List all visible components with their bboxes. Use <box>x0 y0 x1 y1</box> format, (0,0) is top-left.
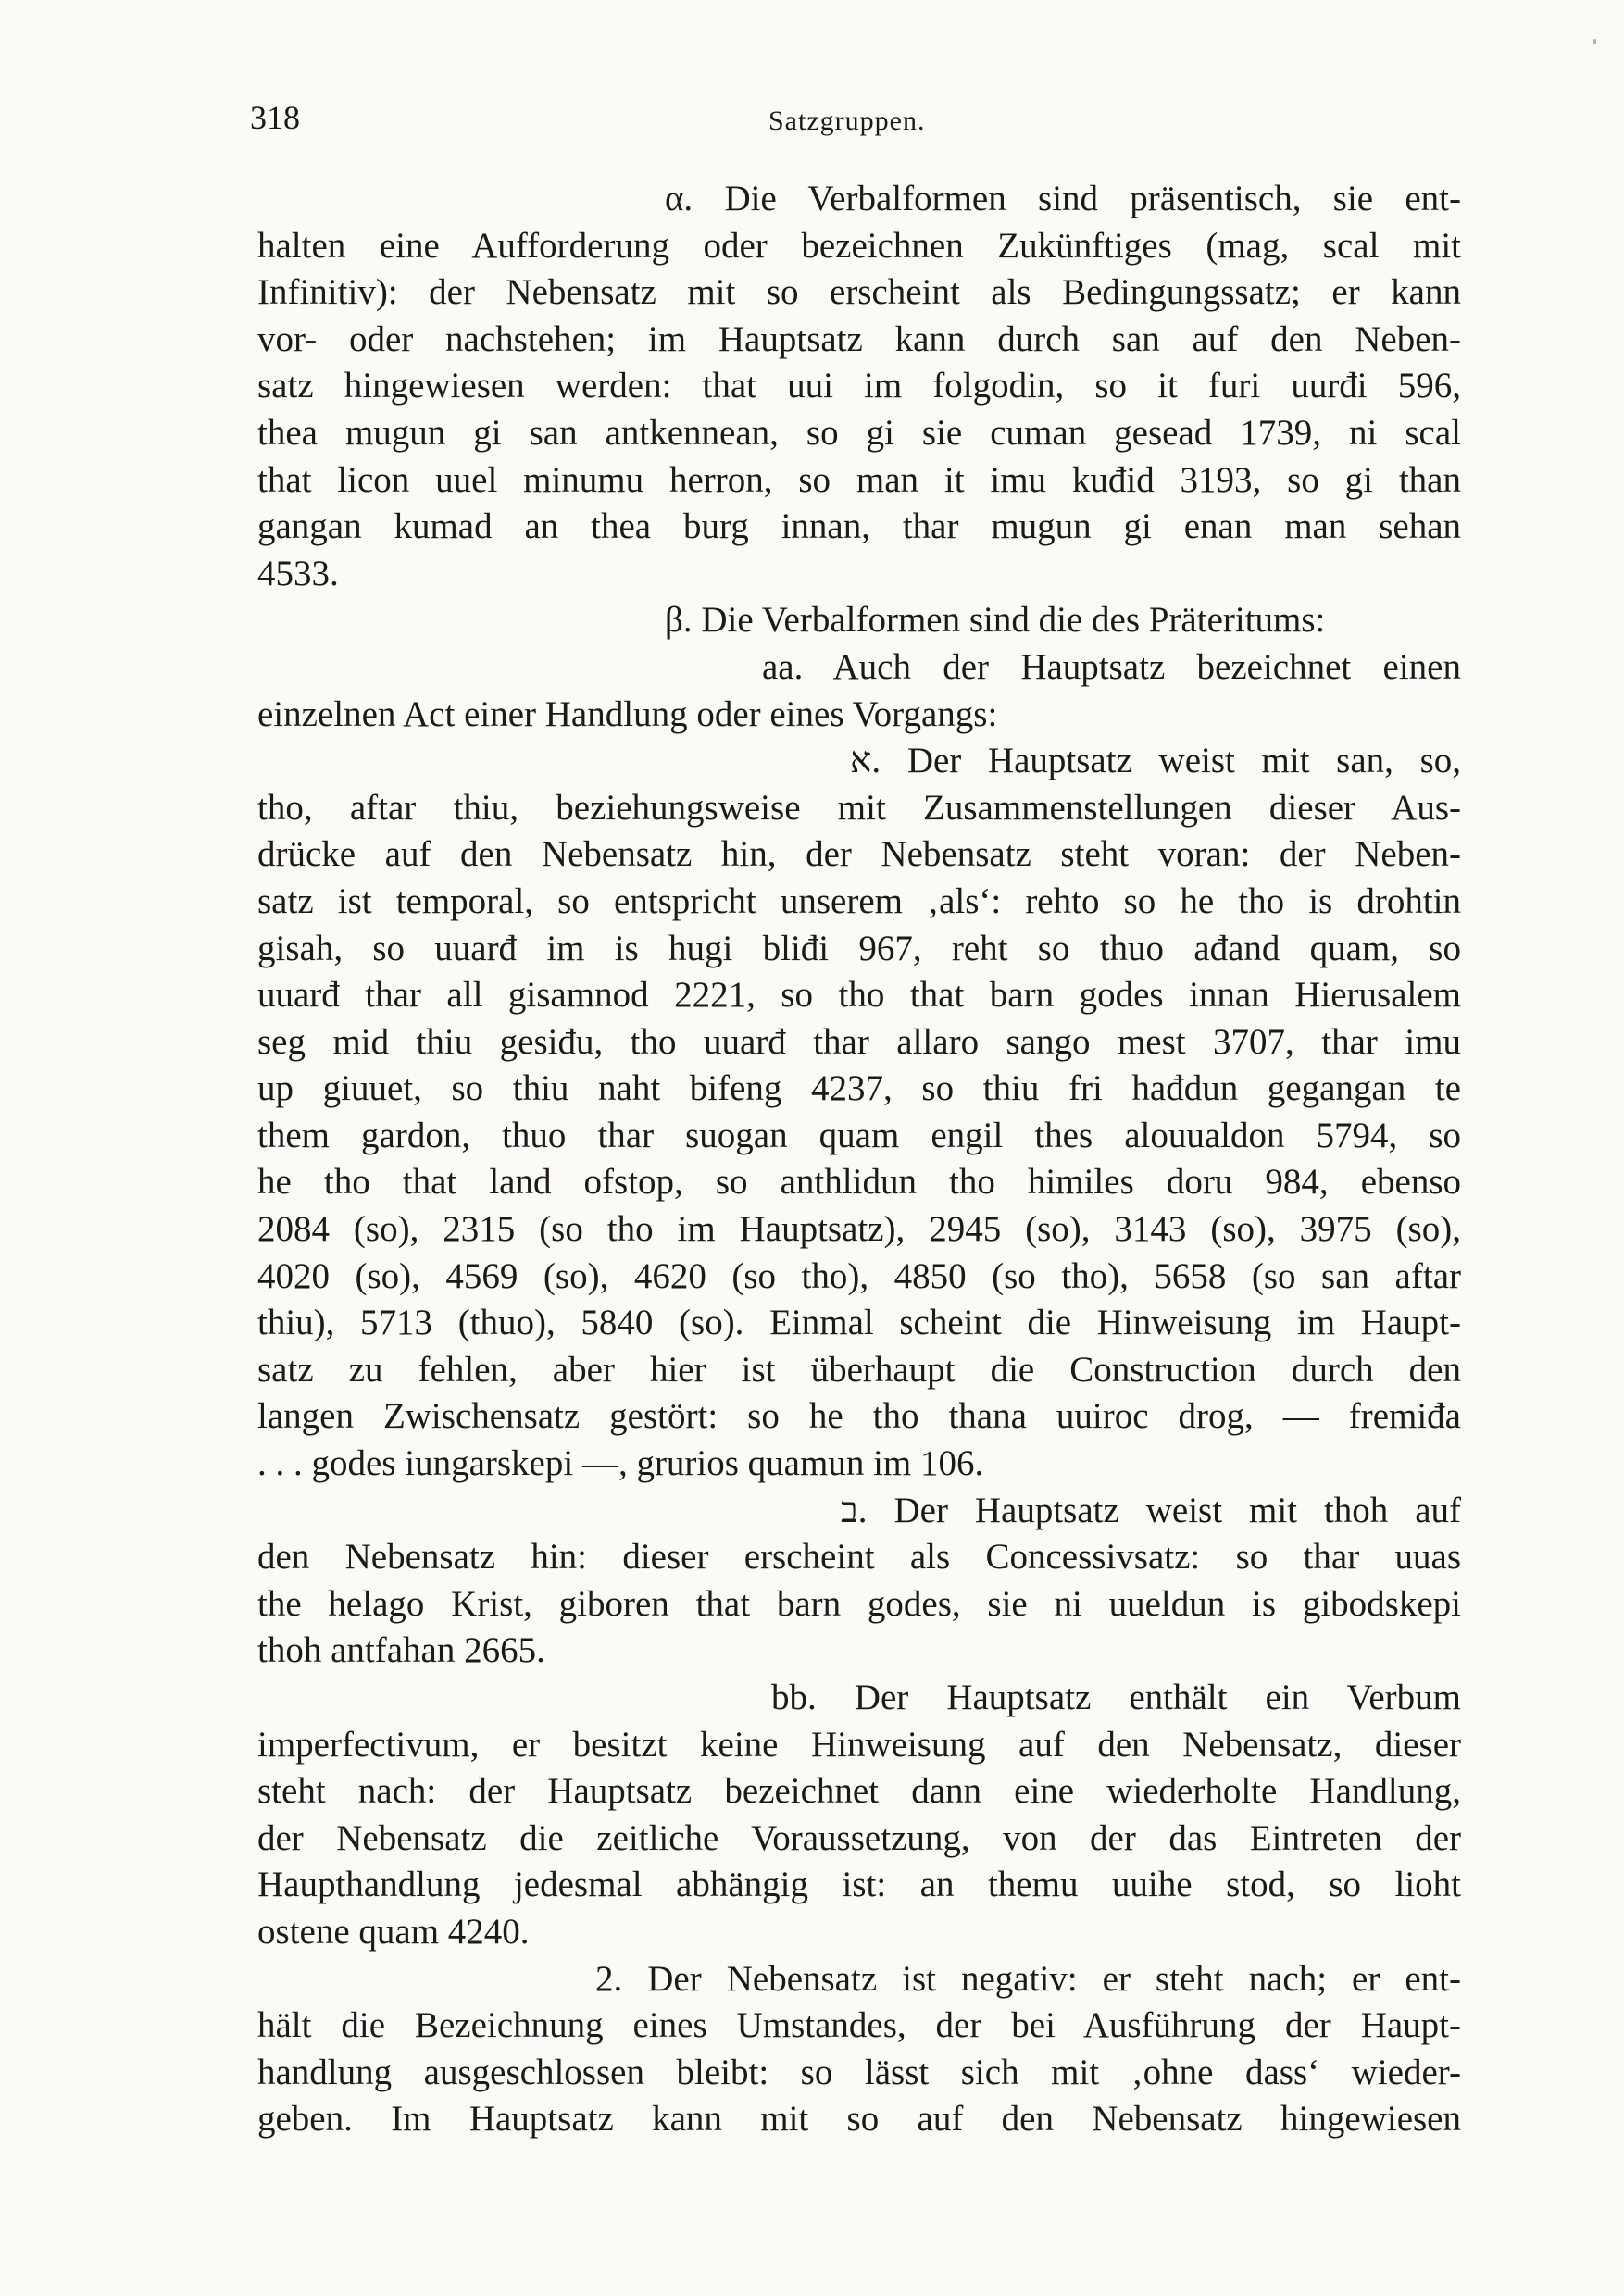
text-line: einzelnen Act einer Handlung oder eines Vorgangs: <box>257 693 998 734</box>
body-text <box>257 176 1461 2143</box>
text-line: he tho that land ofstop, so anthlidun tho himiles doru 984, ebenso <box>257 1162 1461 1203</box>
text-line: gangan kumad an thea burg innan, thar mugun gi enan man sehan <box>257 506 1461 547</box>
page-number: 318 <box>250 99 300 136</box>
text-line: satz ist temporal, so entspricht unserem ‚als‘: rehto so he tho is drohtin <box>257 880 1461 921</box>
text-line: aa. Auch der Hauptsatz bezeichnet einen <box>762 646 1461 687</box>
text-line: Infinitiv): der Nebensatz mit so erscheint als Bedingungssatz; er kann <box>257 272 1461 313</box>
text-line: 2084 (so), 2315 (so tho im Hauptsatz), 2945 (so), 3143 (so), 3975 (so), <box>257 1209 1461 1250</box>
text-line: thoh antfahan 2665. <box>257 1630 545 1671</box>
text-line: 4020 (so), 4569 (so), 4620 (so tho), 4850 (so tho), 5658 (so san aftar <box>257 1255 1461 1296</box>
text-line: tho, aftar thiu, beziehungsweise mit Zusammenstellungen dieser Aus- <box>257 787 1461 828</box>
text-line: them gardon, thuo thar suogan quam engil thes alouualdon 5794, so <box>257 1115 1461 1155</box>
text-line: seg mid thiu gesiđu, tho uuarđ thar allaro sango mest 3707, thar imu <box>257 1021 1461 1062</box>
text-line: up giuuet, so thiu naht bifeng 4237, so thiu fri hađdun gegangan te <box>257 1068 1461 1109</box>
text-line: . . . godes iungarskepi —, grurios quamun im 106. <box>257 1443 984 1484</box>
text-line: bb. Der Hauptsatz enthält ein Verbum <box>771 1678 1461 1717</box>
text-line: that licon uuel minumu herron, so man it imu kuđid 3193, so gi than <box>257 459 1461 500</box>
text-line: ostene quam 4240. <box>257 1911 530 1952</box>
text-line: 2. Der Nebensatz ist negativ: er steht nach; er ent- <box>595 1958 1461 1999</box>
text-line: langen Zwischensatz gestört: so he tho thana uuiroc drog, — fremiđa <box>257 1396 1461 1437</box>
text-line: drücke auf den Nebensatz hin, der Nebensatz steht voran: der Neben- <box>257 834 1461 875</box>
text-line: 4533. <box>257 553 339 593</box>
text-line: א. Der Hauptsatz weist mit san, so, <box>850 741 1461 781</box>
text-line: der Nebensatz die zeitliche Voraussetzung, von der das Eintreten der <box>257 1817 1461 1858</box>
text-line: satz hingewiesen werden: that uui im folgodin, so it furi uurđi 596, <box>257 366 1461 406</box>
text-line: vor- oder nachstehen; im Hauptsatz kann durch san auf den Neben- <box>257 318 1461 359</box>
text-line: satz zu fehlen, aber hier ist überhaupt die Construction durch den <box>257 1349 1461 1390</box>
text-line: thiu), 5713 (thuo), 5840 (so). Einmal scheint die Hinweisung im Haupt- <box>257 1303 1461 1343</box>
text-line: imperfectivum, er besitzt keine Hinweisung auf den Nebensatz, dieser <box>257 1724 1461 1765</box>
text-line: uuarđ thar all gisamnod 2221, so tho that barn godes innan Hierusalem <box>257 975 1461 1016</box>
text-line: α. Die Verbalformen sind präsentisch, sie ent- <box>665 179 1461 218</box>
text-line: den Nebensatz hin: dieser erscheint als Concessivsatz: so thar uuas <box>257 1537 1461 1578</box>
text-line: thea mugun gi san antkennean, so gi sie cuman gesead 1739, ni scal <box>257 412 1461 453</box>
paper-speck <box>1593 39 1596 44</box>
text-line: geben. Im Hauptsatz kann mit so auf den Nebensatz hingewiesen <box>257 2099 1461 2140</box>
text-line: steht nach: der Hauptsatz bezeichnet dann eine wiederholte Handlung, <box>257 1771 1461 1812</box>
text-line: ב. Der Hauptsatz weist mit thoh auf <box>841 1490 1461 1530</box>
text-line: hält die Bezeichnung eines Umstandes, der bei Ausführung der Haupt- <box>257 2005 1461 2046</box>
text-line: gisah, so uuarđ im is hugi bliđi 967, reht so thuo ađand quam, so <box>257 928 1461 968</box>
running-title: Satzgruppen. <box>768 106 926 136</box>
text-line: halten eine Aufforderung oder bezeichnen Zukünftiges (mag, scal mit <box>257 225 1461 266</box>
text-line: Haupthandlung jedesmal abhängig ist: an themu uuihe stod, so lioht <box>257 1865 1461 1905</box>
page-header <box>250 93 1454 148</box>
text-line: handlung ausgeschlossen bleibt: so lässt sich mit ‚ohne dass‘ wieder- <box>257 2052 1461 2092</box>
text-line: the helago Krist, giboren that barn godes, sie ni uueldun is gibodskepi <box>257 1583 1461 1624</box>
text-line: β. Die Verbalformen sind die des Präteritums: <box>665 600 1326 641</box>
